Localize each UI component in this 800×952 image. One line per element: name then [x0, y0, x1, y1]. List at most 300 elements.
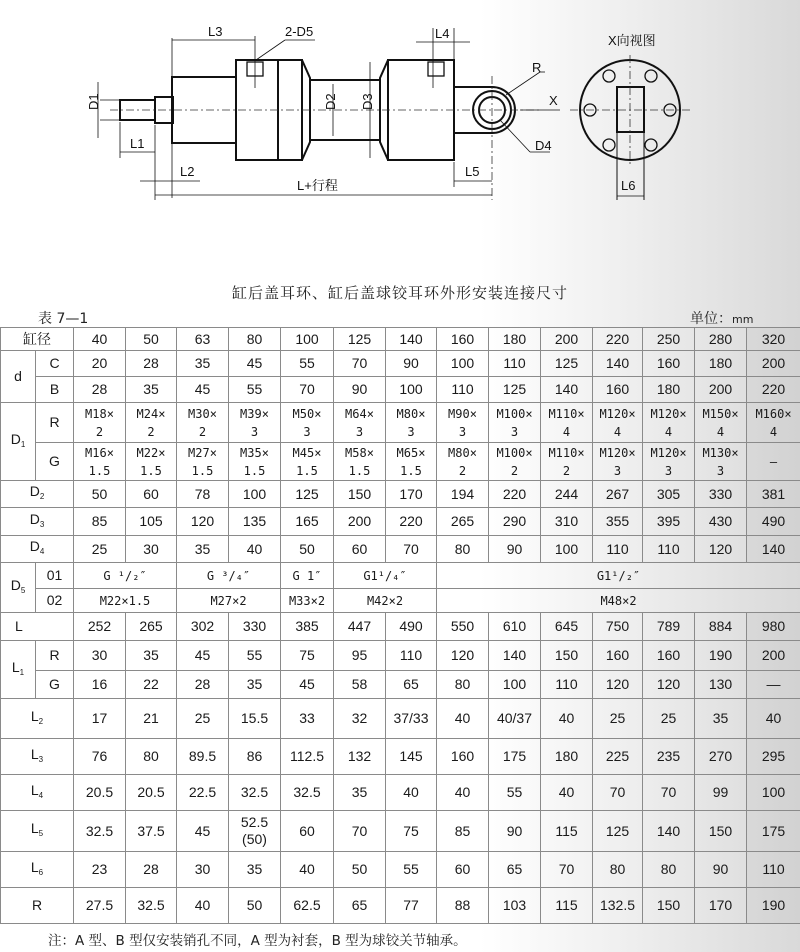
value-cell: 37/33 — [386, 699, 437, 739]
dim-l-stroke: L+行程 — [297, 178, 338, 193]
value-cell: 430 — [695, 508, 747, 536]
value-cell: 65 — [334, 888, 386, 924]
value-cell: 35 — [334, 775, 386, 811]
value-cell: 884 — [695, 613, 747, 641]
value-cell: 37.5 — [126, 811, 177, 852]
row-label-l3: $L_3$ — [1, 739, 74, 775]
dim-l2: L2 — [180, 164, 195, 179]
value-cell: 35 — [126, 641, 177, 671]
value-cell: 32.5 — [229, 775, 281, 811]
value-cell: 40 — [541, 699, 593, 739]
value-cell: 252 — [74, 613, 126, 641]
value-cell: 17 — [74, 699, 126, 739]
value-cell: 80 — [437, 536, 489, 563]
row-label-l1: $L_1$ — [1, 641, 36, 699]
value-cell: 125 — [541, 351, 593, 377]
row-label-l2: $L_2$ — [1, 699, 74, 739]
value-cell: M90× 3 — [437, 403, 489, 443]
value-cell: 160 — [593, 641, 643, 671]
value-cell: 100 — [541, 536, 593, 563]
value-cell: 50 — [229, 888, 281, 924]
sub-label-c: C — [36, 351, 74, 377]
value-cell: 140 — [541, 377, 593, 403]
value-cell: 25 — [74, 536, 126, 563]
value-cell: M35× 1.5 — [229, 443, 281, 481]
value-cell: 28 — [126, 351, 177, 377]
row-label-d1: $D_1$ — [1, 403, 36, 481]
value-cell: 100 — [437, 351, 489, 377]
value-cell: 40 — [437, 775, 489, 811]
value-cell: 160 — [593, 377, 643, 403]
value-cell: 267 — [593, 481, 643, 508]
row-d2 — [1, 481, 800, 508]
value-cell: M120× 4 — [593, 403, 643, 443]
thread-spec-cell: G ³/₄″ — [177, 563, 281, 589]
value-cell: 22 — [126, 671, 177, 699]
value-cell: 270 — [695, 739, 747, 775]
row-d1-g — [1, 443, 800, 481]
value-cell: 40 — [747, 699, 800, 739]
thread-spec-cell: G1¹/₂″ — [437, 563, 800, 589]
dimension-table — [0, 327, 800, 924]
value-cell: 70 — [334, 811, 386, 852]
value-cell: 105 — [126, 508, 177, 536]
value-cell: — — [747, 671, 800, 699]
value-cell: 103 — [489, 888, 541, 924]
subscript: 1 — [19, 667, 25, 677]
value-cell: 75 — [281, 641, 334, 671]
sub-label-b: B — [36, 377, 74, 403]
value-cell: 170 — [386, 481, 437, 508]
row-l5 — [1, 811, 800, 852]
sub-label-r: R — [36, 641, 74, 671]
sub-label-01: 01 — [36, 563, 74, 589]
dim-d3: D3 — [360, 93, 375, 110]
value-cell: 645 — [541, 613, 593, 641]
dim-r: R — [532, 60, 542, 75]
value-cell: 90 — [334, 377, 386, 403]
value-cell: 35 — [229, 671, 281, 699]
value-cell: 32.5 — [281, 775, 334, 811]
value-cell: 110 — [541, 671, 593, 699]
value-cell: 100 — [386, 377, 437, 403]
value-cell: 110 — [747, 852, 800, 888]
row-d3 — [1, 508, 800, 536]
value-cell: 140 — [386, 328, 437, 351]
value-cell: M30× 2 — [177, 403, 229, 443]
value-cell: M50× 3 — [281, 403, 334, 443]
value-cell: 265 — [126, 613, 177, 641]
value-cell: 28 — [126, 852, 177, 888]
value-cell: 750 — [593, 613, 643, 641]
value-cell: M58× 1.5 — [334, 443, 386, 481]
value-cell: 80 — [643, 852, 695, 888]
value-cell: 50 — [126, 328, 177, 351]
value-cell: 110 — [489, 351, 541, 377]
sub-label-02: 02 — [36, 589, 74, 613]
value-cell: 55 — [229, 641, 281, 671]
value-cell: 77 — [386, 888, 437, 924]
value-cell: 180 — [643, 377, 695, 403]
value-cell: 550 — [437, 613, 489, 641]
subscript: 6 — [38, 867, 44, 877]
value-cell: 90 — [489, 536, 541, 563]
value-cell: 220 — [386, 508, 437, 536]
value-cell: 88 — [437, 888, 489, 924]
row-label-l5: $L_5$ — [1, 811, 74, 852]
value-cell: 25 — [177, 699, 229, 739]
value-cell: 100 — [281, 328, 334, 351]
value-cell: 45 — [229, 351, 281, 377]
row-label-l: L — [1, 613, 74, 641]
value-cell: 490 — [386, 613, 437, 641]
value-cell: M80× 3 — [386, 403, 437, 443]
value-cell: 175 — [489, 739, 541, 775]
value-cell: M65× 1.5 — [386, 443, 437, 481]
value-cell: M18× 2 — [74, 403, 126, 443]
value-cell: 80 — [437, 671, 489, 699]
value-cell: M22× 1.5 — [126, 443, 177, 481]
subscript: 1 — [20, 439, 26, 449]
value-cell: 295 — [747, 739, 800, 775]
row-d5-02 — [1, 589, 800, 613]
value-cell: 160 — [643, 641, 695, 671]
value-cell: 100 — [747, 775, 800, 811]
value-cell: 89.5 — [177, 739, 229, 775]
value-cell: 90 — [386, 351, 437, 377]
cylinder-drawing — [0, 0, 800, 240]
value-cell: 60 — [334, 536, 386, 563]
value-cell: 180 — [695, 351, 747, 377]
value-cell: 55 — [229, 377, 281, 403]
value-cell: 40 — [437, 699, 489, 739]
subscript: 3 — [38, 754, 44, 764]
value-cell: 60 — [437, 852, 489, 888]
value-cell: 60 — [126, 481, 177, 508]
value-cell: 35 — [177, 351, 229, 377]
value-cell: 86 — [229, 739, 281, 775]
row-label-r: R — [1, 888, 74, 924]
value-cell: 16 — [74, 671, 126, 699]
value-cell: 115 — [541, 811, 593, 852]
value-cell: 55 — [281, 351, 334, 377]
row-label-l6: $L_6$ — [1, 852, 74, 888]
value-cell: M27× 1.5 — [177, 443, 229, 481]
value-cell: 100 — [229, 481, 281, 508]
value-cell: 78 — [177, 481, 229, 508]
value-cell: 28 — [177, 671, 229, 699]
value-cell: 80 — [229, 328, 281, 351]
value-cell: 132 — [334, 739, 386, 775]
value-cell: 120 — [437, 641, 489, 671]
value-cell: 120 — [643, 671, 695, 699]
thread-spec-cell: G1¹/₄″ — [334, 563, 437, 589]
value-cell: M110× 4 — [541, 403, 593, 443]
dim-d4: D4 — [535, 138, 552, 153]
value-cell: 160 — [643, 351, 695, 377]
value-cell: M150× 4 — [695, 403, 747, 443]
value-cell: 200 — [695, 377, 747, 403]
value-cell: 200 — [747, 351, 800, 377]
value-cell: 35 — [126, 377, 177, 403]
value-cell: 70 — [386, 536, 437, 563]
dim-l1: L1 — [130, 136, 145, 151]
value-cell: 310 — [541, 508, 593, 536]
dim-l5: L5 — [465, 164, 480, 179]
value-cell: 120 — [177, 508, 229, 536]
thread-spec-cell: M22×1.5 — [74, 589, 177, 613]
dim-l4: L4 — [435, 26, 450, 41]
table-number: 表 7—1 — [38, 311, 89, 327]
value-cell: 30 — [126, 536, 177, 563]
value-cell: 30 — [177, 852, 229, 888]
value-cell: 55 — [386, 852, 437, 888]
thread-spec-cell: M27×2 — [177, 589, 281, 613]
row-l2 — [1, 699, 800, 739]
header-row — [1, 328, 800, 351]
value-cell: 160 — [437, 328, 489, 351]
value-cell: 150 — [643, 888, 695, 924]
cylinder-outline-drawing — [0, 0, 800, 240]
row-d-b — [1, 377, 800, 403]
value-cell: 302 — [177, 613, 229, 641]
value-cell: 130 — [695, 671, 747, 699]
value-cell: 220 — [747, 377, 800, 403]
value-cell: 355 — [593, 508, 643, 536]
dim-l6: L6 — [621, 178, 636, 193]
value-cell: 52.5 (50) — [229, 811, 281, 852]
value-cell: 110 — [643, 536, 695, 563]
value-cell: 50 — [281, 536, 334, 563]
value-cell: 160 — [437, 739, 489, 775]
row-label-d5: $D_5$ — [1, 563, 36, 613]
value-cell: M120× 4 — [643, 403, 695, 443]
row-d5-01 — [1, 563, 800, 589]
value-cell: 235 — [643, 739, 695, 775]
value-cell: 200 — [334, 508, 386, 536]
value-cell: 70 — [593, 775, 643, 811]
value-cell: 395 — [643, 508, 695, 536]
value-cell: 32 — [334, 699, 386, 739]
value-cell: 290 — [489, 508, 541, 536]
subscript: 5 — [38, 829, 44, 838]
row-d-c — [1, 351, 800, 377]
row-l6 — [1, 852, 800, 888]
value-cell: 610 — [489, 613, 541, 641]
value-cell: 23 — [74, 852, 126, 888]
dim-d2: D2 — [323, 93, 338, 110]
value-cell: 980 — [747, 613, 800, 641]
bore-header: 缸径 — [1, 328, 74, 351]
value-cell: 60 — [281, 811, 334, 852]
side-view-title: X向视图 — [608, 33, 656, 48]
thread-spec-cell: M42×2 — [334, 589, 437, 613]
value-cell: 190 — [695, 641, 747, 671]
value-cell: 110 — [386, 641, 437, 671]
value-cell: M100× 3 — [489, 403, 541, 443]
value-cell: 28 — [74, 377, 126, 403]
value-cell: M110× 2 — [541, 443, 593, 481]
row-l1-r — [1, 641, 800, 671]
value-cell: 32.5 — [126, 888, 177, 924]
subscript: 2 — [38, 716, 44, 726]
value-cell: 50 — [74, 481, 126, 508]
value-cell: 265 — [437, 508, 489, 536]
value-cell: 63 — [177, 328, 229, 351]
value-cell: 70 — [541, 852, 593, 888]
value-cell: 194 — [437, 481, 489, 508]
row-l — [1, 613, 800, 641]
value-cell: 100 — [489, 671, 541, 699]
value-cell: 125 — [593, 811, 643, 852]
value-cell: 320 — [747, 328, 800, 351]
value-cell: 70 — [643, 775, 695, 811]
value-cell: 76 — [74, 739, 126, 775]
value-cell: M39× 3 — [229, 403, 281, 443]
row-label-d2: $D_2$ — [1, 481, 74, 508]
value-cell: 330 — [229, 613, 281, 641]
value-cell: M120× 3 — [643, 443, 695, 481]
row-l1-g — [1, 671, 800, 699]
value-cell: 58 — [334, 671, 386, 699]
value-cell: 22.5 — [177, 775, 229, 811]
value-cell: 135 — [229, 508, 281, 536]
value-cell: 80 — [126, 739, 177, 775]
row-l3 — [1, 739, 800, 775]
value-cell: 30 — [74, 641, 126, 671]
value-cell: 150 — [541, 641, 593, 671]
value-cell: 40 — [177, 888, 229, 924]
value-cell: 45 — [177, 811, 229, 852]
value-cell: M24× 2 — [126, 403, 177, 443]
value-cell: 225 — [593, 739, 643, 775]
value-cell: 125 — [334, 328, 386, 351]
value-cell: 280 — [695, 328, 747, 351]
value-cell: 140 — [489, 641, 541, 671]
value-cell: 20.5 — [126, 775, 177, 811]
value-cell: M64× 3 — [334, 403, 386, 443]
value-cell: 220 — [489, 481, 541, 508]
row-label-d3: $D_3$ — [1, 508, 74, 536]
value-cell: 132.5 — [593, 888, 643, 924]
footnote: 注：A 型、B 型仅安装销孔不同，A 型为衬套，B 型为球铰关节轴承。 — [48, 933, 467, 949]
value-cell: 250 — [643, 328, 695, 351]
thread-spec-cell: M48×2 — [437, 589, 800, 613]
value-cell: 381 — [747, 481, 800, 508]
value-cell: 45 — [177, 641, 229, 671]
subscript: 5 — [20, 585, 26, 595]
value-cell: 200 — [541, 328, 593, 351]
row-label-d4: $D_4$ — [1, 536, 74, 563]
value-cell: M45× 1.5 — [281, 443, 334, 481]
dim-2-d5: 2-D5 — [285, 24, 314, 39]
unit-label: 单位：mm — [690, 311, 754, 327]
value-cell: 95 — [334, 641, 386, 671]
value-cell: 21 — [126, 699, 177, 739]
subscript: 2 — [39, 492, 45, 501]
value-cell: 75 — [386, 811, 437, 852]
value-cell: 55 — [489, 775, 541, 811]
value-cell: 385 — [281, 613, 334, 641]
row-label-d: d — [1, 351, 36, 403]
value-cell: 70 — [281, 377, 334, 403]
dim-x: X — [549, 93, 558, 108]
value-cell: 125 — [489, 377, 541, 403]
page-title: 缸后盖耳环、缸后盖球铰耳环外形安装连接尺寸 — [231, 284, 568, 302]
value-cell: 33 — [281, 699, 334, 739]
value-cell: — — [747, 443, 800, 481]
value-cell: 20.5 — [74, 775, 126, 811]
value-cell: 305 — [643, 481, 695, 508]
value-cell: 90 — [489, 811, 541, 852]
subscript: 4 — [38, 790, 44, 800]
row-label-l4: $L_4$ — [1, 775, 74, 811]
value-cell: 65 — [489, 852, 541, 888]
value-cell: 120 — [593, 671, 643, 699]
value-cell: M80× 2 — [437, 443, 489, 481]
sub-label-r: R — [36, 403, 74, 443]
value-cell: 200 — [747, 641, 800, 671]
value-cell: 110 — [437, 377, 489, 403]
value-cell: 50 — [334, 852, 386, 888]
value-cell: 20 — [74, 351, 126, 377]
value-cell: 40 — [281, 852, 334, 888]
value-cell: 40 — [229, 536, 281, 563]
value-cell: 150 — [695, 811, 747, 852]
value-cell: 330 — [695, 481, 747, 508]
value-cell: 150 — [334, 481, 386, 508]
value-cell: 140 — [643, 811, 695, 852]
value-cell: 165 — [281, 508, 334, 536]
value-cell: 70 — [334, 351, 386, 377]
row-l4 — [1, 775, 800, 811]
dim-d1: D1 — [86, 93, 101, 110]
value-cell: 45 — [177, 377, 229, 403]
value-cell: 145 — [386, 739, 437, 775]
value-cell: 35 — [229, 852, 281, 888]
value-cell: 140 — [593, 351, 643, 377]
value-cell: M16× 1.5 — [74, 443, 126, 481]
value-cell: 40/37 — [489, 699, 541, 739]
value-cell: 99 — [695, 775, 747, 811]
value-cell: 110 — [593, 536, 643, 563]
value-cell: 190 — [747, 888, 800, 924]
value-cell: 40 — [74, 328, 126, 351]
row-d4 — [1, 536, 800, 563]
value-cell: 65 — [386, 671, 437, 699]
value-cell: 125 — [281, 481, 334, 508]
value-cell: 40 — [541, 775, 593, 811]
row-r — [1, 888, 800, 924]
value-cell: 25 — [593, 699, 643, 739]
value-cell: M120× 3 — [593, 443, 643, 481]
value-cell: 85 — [74, 508, 126, 536]
value-cell: 140 — [747, 536, 800, 563]
value-cell: 447 — [334, 613, 386, 641]
value-cell: 220 — [593, 328, 643, 351]
value-cell: 25 — [643, 699, 695, 739]
sub-label-g: G — [36, 443, 74, 481]
value-cell: 180 — [489, 328, 541, 351]
value-cell: 115 — [541, 888, 593, 924]
value-cell: 175 — [747, 811, 800, 852]
sub-label-g: G — [36, 671, 74, 699]
value-cell: 15.5 — [229, 699, 281, 739]
value-cell: M130× 3 — [695, 443, 747, 481]
value-cell: M160× 4 — [747, 403, 800, 443]
value-cell: 120 — [695, 536, 747, 563]
value-cell: M100× 2 — [489, 443, 541, 481]
